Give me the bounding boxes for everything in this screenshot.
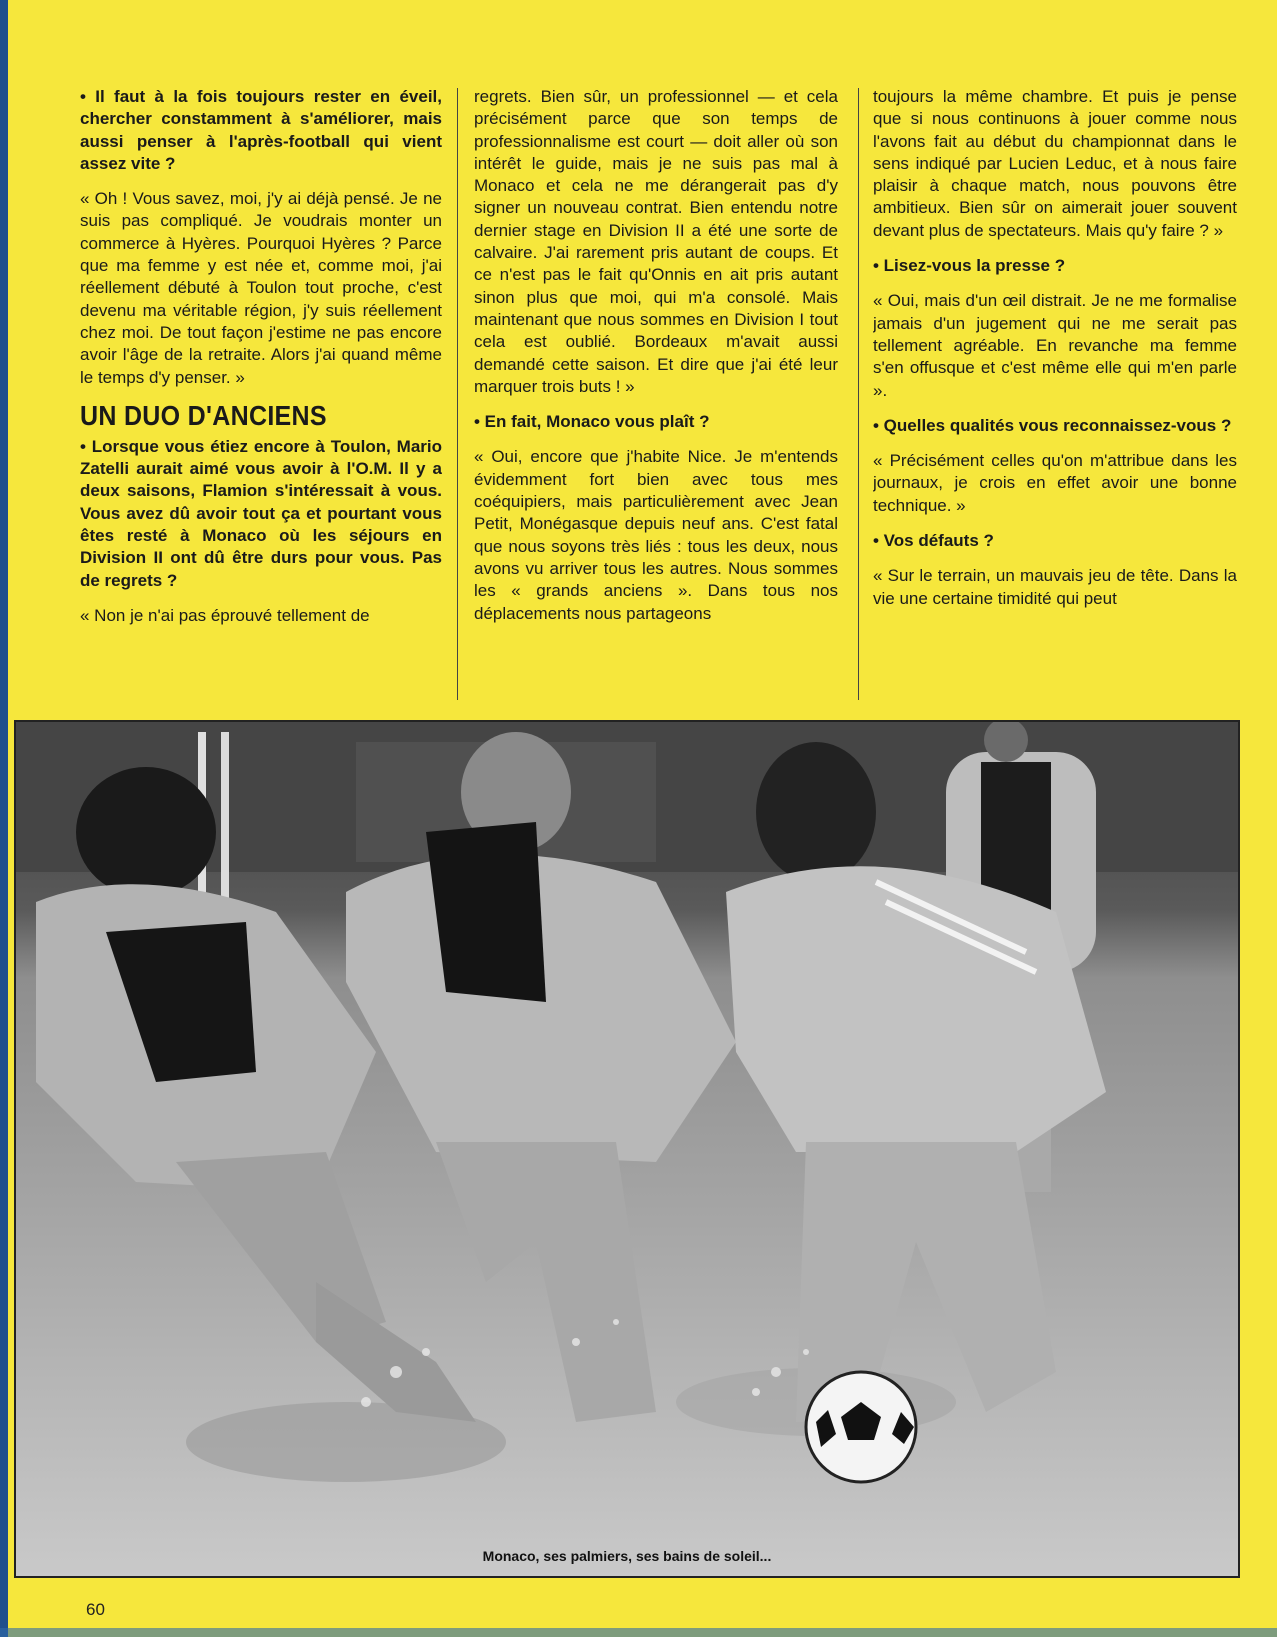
page-edge-strip xyxy=(0,0,8,1637)
answer-paragraph: « Sur le terrain, un mauvais jeu de tête. Dans la vie une certaine timidité qui peut xyxy=(873,566,1237,608)
photo-caption: Monaco, ses palmiers, ses bains de soleil... xyxy=(482,1548,772,1564)
answer-paragraph: « Oui, encore que j'habite Nice. Je m'entends évidemment fort bien avec tous mes coéquipiers, mais particulièrement avec Jean Petit, Monégasque depuis neuf ans. C'est fatal que nous soyons très liés : tous les deux, nous avons vu arriver tous les autres. Nous sommes les « grands anciens ». Dans tous nos déplacements nous partageons xyxy=(474,447,838,623)
page-bottom-edge xyxy=(0,1628,1277,1637)
question-paragraph: • Lorsque vous étiez encore à Toulon, Mario Zatelli aurait aimé vous avoir à l'O.M. Il y a deux saisons, Flamion s'intéressait à vous. Vous avez dû avoir tout ça et pourtant vous êtes resté à Monaco où les séjours en Division II ont dû être durs pour vous. Pas de regrets ? xyxy=(80,436,442,590)
question-paragraph: • Quelles qualités vous reconnaissez-vous ? xyxy=(873,415,1232,435)
question-paragraph: • Lisez-vous la presse ? xyxy=(873,256,1066,276)
question-paragraph: • En fait, Monaco vous plaît ? xyxy=(474,412,710,432)
answer-paragraph: « Non je n'ai pas éprouvé tellement de xyxy=(80,605,370,625)
page-number: 60 xyxy=(86,1600,105,1619)
answer-paragraph: toujours la même chambre. Et puis je pense que si nous continuons à jouer comme nous l'avons fait au début du championnat dans le sens indiqué par Lucien Leduc, et à nous faire plaisir à chaque match, nous pouvons être ambitieux. Bien sûr on aimerait jouer souvent devant plus de spectateurs. Mais qu'y faire ? » xyxy=(873,87,1237,240)
football-training-photo xyxy=(14,720,1240,1578)
question-paragraph: • Il faut à la fois toujours rester en éveil, chercher constamment à s'améliorer, mais aussi penser à l'après-football qui vient assez vite ? xyxy=(80,87,442,173)
answer-paragraph: regrets. Bien sûr, un professionnel — et cela précisément parce que son temps de professionnalisme est court — doit aller où son intérêt le guide, mais je ne suis pas mal à Monaco et cela ne me dérangerait pas d'y signer un nouveau contrat. Bien entendu notre dernier stage en Division II a été une sorte de calvaire. J'ai rarement pris autant de coups. Et ce n'est pas le fait qu'Onnis en ait pris autant sinon plus que moi, qui m'a consolé. Mais maintenant que nous sommes en Division I tout cela est oublié. Bordeaux m'avait aussi demandé cette saison. Et dire que j'ai été leur marquer trois buts ! » xyxy=(474,87,838,396)
answer-paragraph: « Oui, mais d'un œil distrait. Je ne me formalise jamais d'un jugement qui ne me serait pas tellement agréable. En revanche ma femme s'en offusque et c'est même elle qui m'en parle ». xyxy=(873,291,1237,400)
answer-paragraph: « Précisément celles qu'on m'attribue dans les journaux, je crois en effet avoir une bonne technique. » xyxy=(873,451,1237,515)
article-column-2 xyxy=(474,86,838,704)
question-paragraph: • Vos défauts ? xyxy=(873,531,994,551)
article-column-1 xyxy=(80,86,442,704)
column-divider xyxy=(457,88,458,700)
photo-illustration xyxy=(16,722,1238,1576)
answer-paragraph: « Oh ! Vous savez, moi, j'y ai déjà pensé. Je ne suis pas compliqué. Je voudrais monter un commerce à Hyères. Pourquoi Hyères ? Parce que ma femme y est née et, comme moi, j'ai réellement débuté à Toulon tout proche, c'est devenu ma véritable région, j'y suis réellement chez moi. De tout façon j'estime ne pas encore avoir l'âge de la retraite. Alors j'ai quand même le temps d'y penser. » xyxy=(80,189,442,387)
section-subhead: UN DUO D'ANCIENS xyxy=(80,400,327,432)
column-divider xyxy=(858,88,859,700)
article-column-3 xyxy=(873,86,1237,704)
